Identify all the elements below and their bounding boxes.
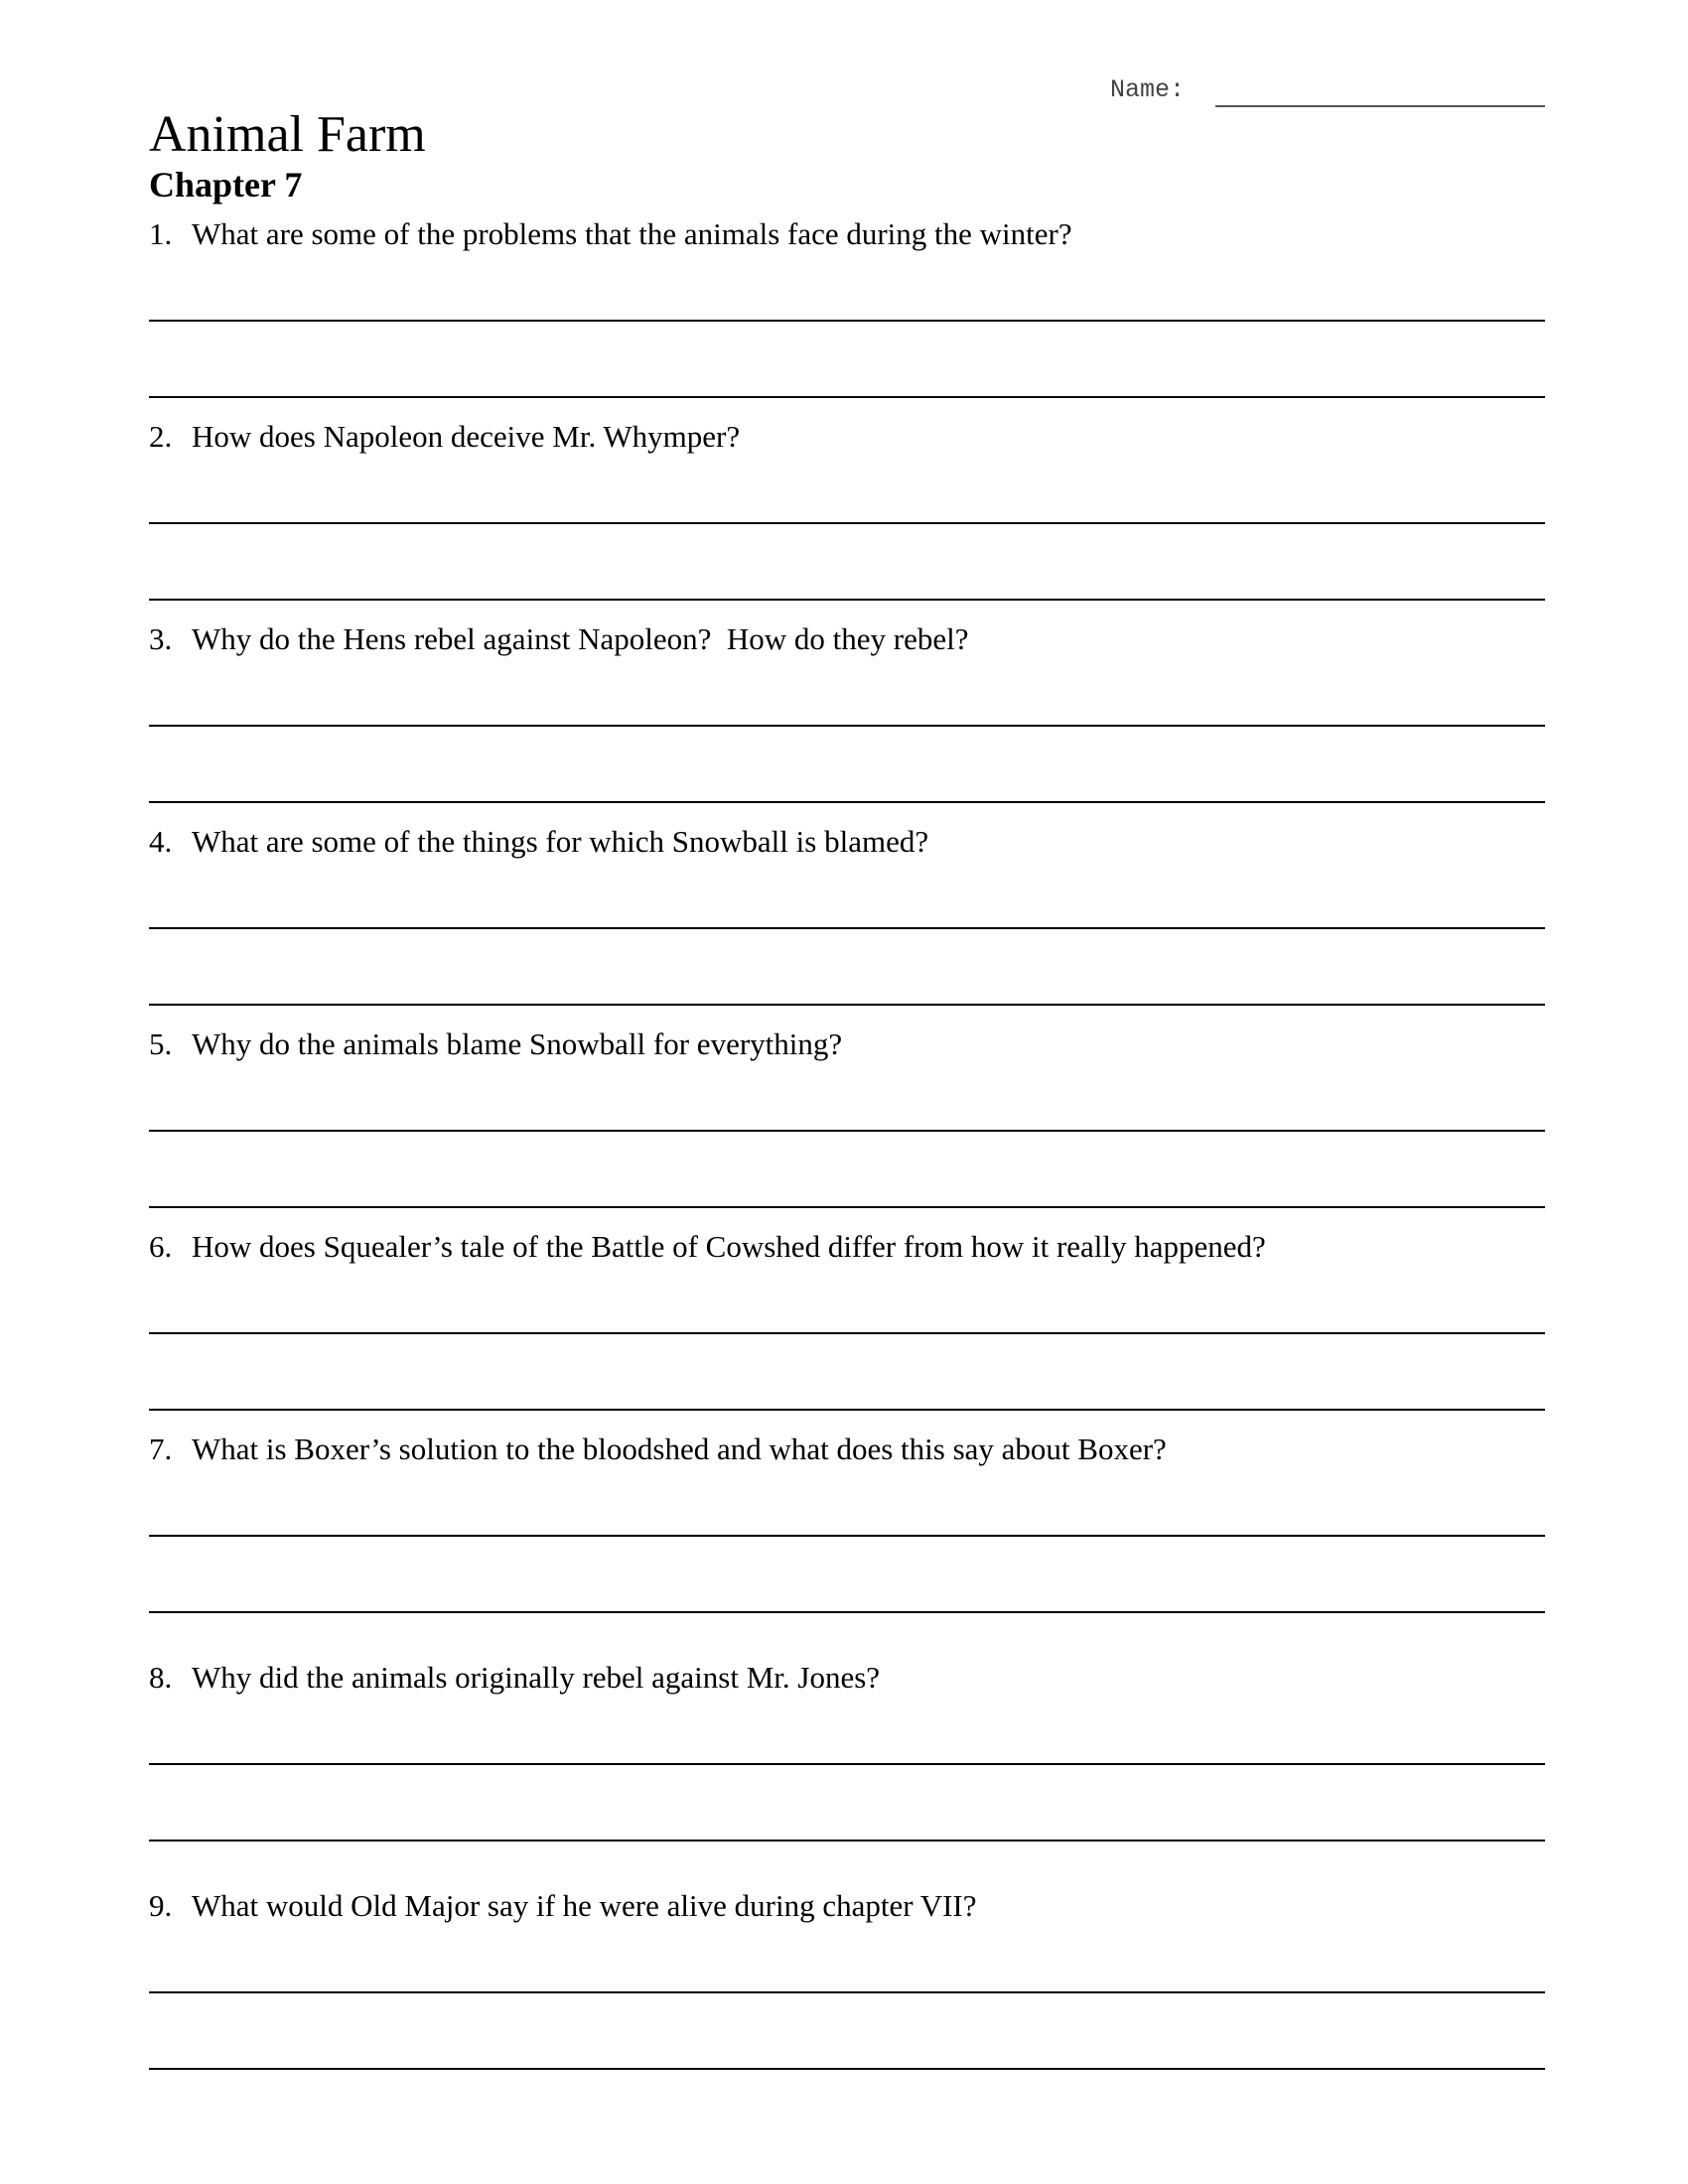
question-number: 9. xyxy=(149,1888,173,1923)
question-number: 8. xyxy=(149,1660,173,1695)
answer-line[interactable] xyxy=(149,1611,1545,1613)
answer-line[interactable] xyxy=(149,599,1545,601)
question-text: How does Napoleon deceive Mr. Whymper? xyxy=(192,419,741,454)
answer-line[interactable] xyxy=(149,1206,1545,1208)
question-text: What would Old Major say if he were alive during chapter VII? xyxy=(192,1888,977,1923)
question-text: How does Squealer’s tale of the Battle of Cowshed differ from how it really happened? xyxy=(192,1229,1266,1264)
question-text: What is Boxer’s solution to the bloodshed and what does this say about Boxer? xyxy=(192,1432,1167,1466)
question-text: Why do the Hens rebel against Napoleon? How do they rebel? xyxy=(192,621,969,656)
answer-line[interactable] xyxy=(149,396,1545,398)
question-number: 7. xyxy=(149,1432,173,1466)
question-prompt xyxy=(149,1227,1266,1267)
question-number: 2. xyxy=(149,419,173,454)
answer-line[interactable] xyxy=(149,801,1545,803)
question-8 xyxy=(149,1658,1545,1856)
answer-line[interactable] xyxy=(149,2068,1545,2070)
question-3 xyxy=(149,619,1545,818)
question-number: 3. xyxy=(149,621,173,656)
question-text: What are some of the things for which Snowball is blamed? xyxy=(192,824,929,859)
name-label: Name: xyxy=(1110,75,1186,104)
question-6 xyxy=(149,1227,1545,1426)
question-list xyxy=(149,0,1545,2184)
question-5 xyxy=(149,1024,1545,1223)
question-prompt xyxy=(149,1658,880,1698)
question-number: 5. xyxy=(149,1026,173,1061)
question-text: What are some of the problems that the animals face during the winter? xyxy=(192,216,1072,251)
worksheet-title: Animal Farm xyxy=(149,106,426,163)
answer-line[interactable] xyxy=(149,1004,1545,1006)
question-4 xyxy=(149,822,1545,1021)
question-prompt xyxy=(149,417,740,457)
question-prompt xyxy=(149,1024,842,1064)
question-prompt xyxy=(149,619,969,659)
question-number: 4. xyxy=(149,824,173,859)
question-text: Why do the animals blame Snowball for everything? xyxy=(192,1026,843,1061)
answer-line[interactable] xyxy=(149,522,1545,524)
answer-line[interactable] xyxy=(149,1130,1545,1132)
question-9 xyxy=(149,1886,1545,2085)
answer-line[interactable] xyxy=(149,1535,1545,1537)
answer-line[interactable] xyxy=(149,725,1545,727)
question-prompt xyxy=(149,1886,977,1926)
question-1 xyxy=(149,214,1545,413)
answer-line[interactable] xyxy=(149,320,1545,322)
question-prompt xyxy=(149,1430,1167,1469)
answer-line[interactable] xyxy=(149,1991,1545,1993)
answer-line[interactable] xyxy=(149,1332,1545,1334)
answer-line[interactable] xyxy=(149,927,1545,929)
question-prompt xyxy=(149,214,1072,254)
question-7 xyxy=(149,1430,1545,1628)
question-number: 6. xyxy=(149,1229,173,1264)
question-number: 1. xyxy=(149,216,173,251)
answer-line[interactable] xyxy=(149,1840,1545,1842)
question-2 xyxy=(149,417,1545,615)
question-text: Why did the animals originally rebel against Mr. Jones? xyxy=(192,1660,881,1695)
answer-line[interactable] xyxy=(149,1763,1545,1765)
chapter-heading: Chapter 7 xyxy=(149,165,303,205)
answer-line[interactable] xyxy=(149,1409,1545,1411)
question-prompt xyxy=(149,822,928,862)
